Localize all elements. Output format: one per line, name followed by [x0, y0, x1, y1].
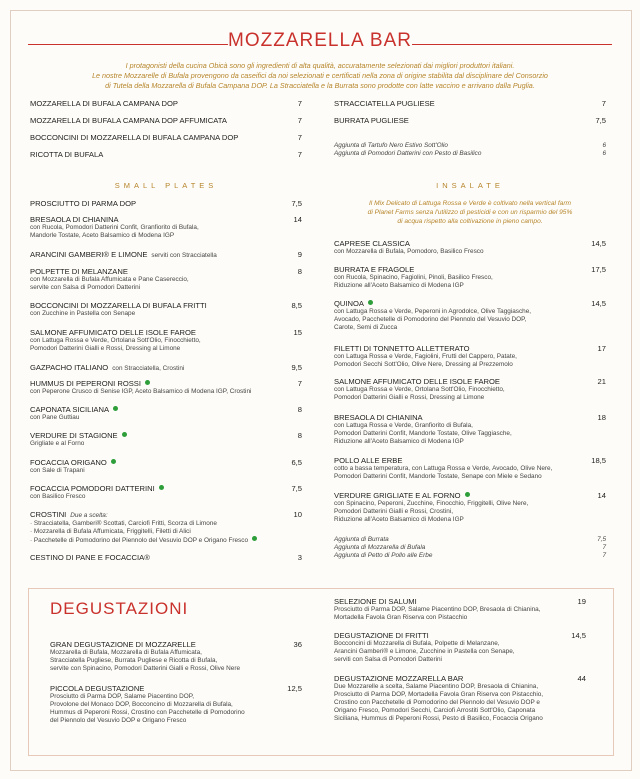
menu-item — [30, 510, 302, 545]
menu-item — [30, 458, 302, 475]
item-title — [30, 250, 217, 260]
item-description: Arancini Gamberi® e Limone, Zucchine in Pastella con Senape, — [334, 648, 515, 655]
addition — [334, 150, 606, 158]
item-description: Carote, Semi di Zucca — [334, 324, 398, 331]
menu-item — [30, 328, 302, 353]
item-title — [30, 458, 116, 467]
item-header — [50, 640, 302, 649]
item-description: servite con Salsa di Pomodori Datterini — [30, 284, 141, 291]
item-description: Prosciutto di Parma DOP, Mortadella Favola Gran Riserva con Pistacchio, — [334, 691, 544, 698]
item-description: servite con Spinacino, Pomodori Datterini Gialli e Rossi, Olive Nere — [50, 665, 241, 672]
addition-row — [334, 552, 606, 560]
item-header — [30, 250, 302, 260]
vegan-dot-icon — [122, 432, 127, 437]
item-description: cotto a bassa temperatura, con Lattuga Rossa e Verde, Avocado, Olive Nere, — [334, 465, 553, 472]
menu-item — [30, 250, 302, 260]
item-description: Grigliate e al Forno — [30, 440, 85, 447]
item-name: BRESAOLA DI CHIANINA — [30, 215, 119, 224]
item-description: Mandorle Tostate, Aceto Balsamico di Modena IGP — [30, 232, 175, 239]
addition-price: 7,5 — [597, 536, 606, 543]
item-price: 8 — [297, 267, 302, 276]
intro-line: I protagonisti della cucina Obicà sono gli ingredienti di alta qualità, accuratamente selezionati dai migliori produttori italiani. — [125, 61, 515, 70]
addition-text: Aggiunta di Mozzarella di Bufala — [334, 544, 426, 551]
item-price: 8 — [297, 405, 302, 414]
item-price: 15 — [293, 328, 302, 337]
menu-item — [30, 379, 302, 396]
item-description: serviti con Salsa di Pomodori Datterini — [334, 656, 442, 663]
insalate-intro-line: di Planet Farms senza l'utilizzo di pesticidi e con un risparmio del 95% — [367, 209, 573, 216]
addition-price: 6 — [602, 142, 606, 149]
item-header — [30, 484, 302, 493]
item-description: · Pacchetelle di Pomodorino del Piennolo del Vesuvio DOP e Origano Fresco — [30, 537, 248, 544]
item-name: CROSTINI — [30, 510, 67, 519]
item-header — [334, 456, 606, 465]
menu-item — [334, 456, 606, 481]
item-name: FOCACCIA POMODORI DATTERINI — [30, 484, 155, 493]
item-title — [334, 265, 414, 274]
item-header — [30, 553, 302, 562]
item-description: Riduzione all'Aceto Balsamico di Modena IGP — [334, 516, 464, 523]
menu-item — [334, 239, 606, 256]
vegan-dot-icon — [368, 300, 373, 305]
item-header — [334, 631, 586, 640]
item-price: 8 — [297, 431, 302, 440]
item-inline-note: Due a scelta: — [70, 512, 108, 519]
item-name: MOZZARELLA DI BUFALA CAMPANA DOP AFFUMICATA — [30, 116, 227, 125]
item-price: 7,5 — [291, 199, 302, 208]
item-name: PICCOLA DEGUSTAZIONE — [50, 684, 145, 693]
menu-item — [30, 363, 302, 373]
item-header — [30, 431, 302, 440]
item-title — [30, 405, 118, 414]
intro-text — [62, 61, 578, 91]
item-description: del Piennolo del Vesuvio DOP e Origano Fresco — [50, 717, 187, 724]
item-description: Pomodori Secchi Sott'Olio, Olive Nere, Dressing al Prezzemolo — [334, 361, 513, 368]
item-description: Mozzarella di Bufala, Mozzarella di Bufala Affumicata, — [50, 649, 202, 656]
menu-item — [30, 116, 302, 125]
vegan-dot-icon — [465, 492, 470, 497]
item-title — [50, 684, 144, 693]
menu-item — [30, 99, 302, 108]
item-description: Pomodori Datterini Gialli e Rossi, Dressing al Limone — [334, 394, 485, 401]
menu-item — [30, 150, 302, 159]
item-header — [334, 265, 606, 274]
item-name: SELEZIONE DI SALUMI — [334, 597, 417, 606]
item-price: 12,5 — [287, 684, 302, 693]
item-price: 14,5 — [591, 299, 606, 308]
menu-item — [30, 267, 302, 292]
item-price: 6,5 — [291, 458, 302, 467]
item-price: 8,5 — [291, 301, 302, 310]
item-name: DEGUSTAZIONE DI FRITTI — [334, 631, 429, 640]
item-description: con Rucola, Spinacino, Fagiolini, Pinoli, Basilico Fresco, — [334, 274, 493, 281]
intro-line: di Tutela della Mozzarella di Bufala Campana DOP. La Stracciatella e la Burrata sono prodotte con latte vaccino e arrivano dalla Puglia. — [105, 81, 535, 90]
addition-text: Aggiunta di Burrata — [334, 536, 389, 543]
item-name: DEGUSTAZIONE MOZZARELLA BAR — [334, 674, 464, 683]
item-price: 7,5 — [595, 116, 606, 125]
item-name: BRESAOLA DI CHIANINA — [334, 413, 423, 422]
item-description: con Pane Guttiau — [30, 414, 80, 421]
item-title — [334, 631, 429, 640]
item-price: 7 — [297, 99, 302, 108]
item-title — [30, 431, 127, 440]
item-name: BURRATA E FRAGOLE — [334, 265, 415, 274]
item-description: · Stracciatella, Gamberi® Scottati, Carciofi Fritti, Scorza di Limone — [30, 520, 217, 527]
item-header — [30, 458, 302, 467]
item-title — [30, 484, 164, 493]
addition — [334, 552, 606, 560]
item-description: con Lattuga Rossa e Verde, Ortolana Sott'Olio, Finocchietto, — [334, 386, 505, 393]
item-description: con Zucchine in Pastella con Senape — [30, 310, 136, 317]
menu-item — [30, 199, 302, 208]
item-title — [30, 379, 150, 388]
item-title — [30, 510, 108, 520]
item-description: con Mozzarella di Bufala, Pomodoro, Basilico Fresco — [334, 248, 484, 255]
item-name: CAPONATA SICILIANA — [30, 405, 110, 414]
item-description: Origano Fresco, Pomodori Secchi, Carciofi Arrostiti Sott'Olio, Caponata — [334, 707, 536, 714]
item-title — [334, 413, 423, 422]
menu-item — [334, 116, 606, 125]
item-header — [334, 413, 606, 422]
addition-row — [334, 544, 606, 552]
item-name: SALMONE AFFUMICATO DELLE ISOLE FAROE — [30, 328, 196, 337]
item-title — [334, 299, 373, 308]
menu-item — [334, 99, 606, 108]
item-name: CESTINO DI PANE E FOCACCIA® — [30, 553, 150, 562]
item-description: con Basilico Fresco — [30, 493, 86, 500]
menu-item — [334, 344, 606, 369]
item-description: con Rucola, Pomodori Datterini Confit, Granfiorito di Bufala, — [30, 224, 199, 231]
menu-item — [30, 431, 302, 448]
item-name: SALMONE AFFUMICATO DELLE ISOLE FAROE — [334, 377, 500, 386]
addition — [334, 544, 606, 552]
item-title — [334, 674, 463, 683]
item-price: 7 — [297, 116, 302, 125]
intro-line: Le nostre Mozzarelle di Bufala provengono da caseifici da noi selezionati e certificati nella zona di origine stabilita dal disciplinare del Consorzio — [92, 71, 548, 80]
item-name: BOCCONCINI DI MOZZARELLA DI BUFALA FRITTI — [30, 301, 207, 310]
item-description: Siciliana, Hummus di Peperoni Rossi, Pesto di Basilico, Focaccia Origano — [334, 715, 543, 722]
item-description: Riduzione all'Aceto Balsamico di Modena IGP — [334, 282, 464, 289]
item-description: con Spinacino, Peperoni, Zucchine, Finocchio, Friggitelli, Olive Nere, — [334, 500, 529, 507]
item-price: 21 — [597, 377, 606, 386]
menu-item — [50, 640, 302, 673]
addition-text: Aggiunta di Petto di Pollo alle Erbe — [334, 552, 433, 559]
item-name: MOZZARELLA DI BUFALA CAMPANA DOP — [30, 99, 178, 108]
item-description: Prosciutto di Parma DOP, Salame Piacentino DOP, — [50, 693, 194, 700]
item-description: Avocado, Pacchetelle di Pomodorino del Piennolo del Vesuvio DOP, — [334, 316, 527, 323]
item-name: RICOTTA DI BUFALA — [30, 150, 104, 159]
item-price: 44 — [577, 674, 586, 683]
item-header — [334, 377, 606, 386]
section-heading-small-plates: SMALL PLATES — [114, 181, 218, 190]
addition — [334, 536, 606, 544]
menu-item — [30, 301, 302, 318]
addition-price: 6 — [602, 150, 606, 157]
item-name: POLLO ALLE ERBE — [334, 456, 403, 465]
item-title — [50, 640, 196, 649]
item-price: 9 — [297, 250, 302, 259]
item-title — [30, 301, 207, 310]
item-description: Crostino con Pacchetelle di Pomodorino del Piennolo del Vesuvio DOP e — [334, 699, 540, 706]
item-title — [334, 239, 410, 248]
vegan-dot-icon — [113, 406, 118, 411]
vegan-dot-icon — [252, 536, 257, 541]
item-header — [50, 684, 302, 693]
item-name: BURRATA PUGLIESE — [334, 116, 409, 125]
item-description: Pomodori Datterini Confit, Mandorle Tostate, Senape con Miele e Sedano — [334, 473, 542, 480]
item-price: 17,5 — [591, 265, 606, 274]
item-title — [334, 456, 402, 465]
addition-price: 7 — [602, 544, 606, 551]
item-price: 10 — [293, 510, 302, 519]
item-name: GRAN DEGUSTAZIONE DI MOZZARELLE — [50, 640, 196, 649]
item-name: FILETTI DI TONNETTO ALLETTERATO — [334, 344, 470, 353]
item-title — [30, 363, 184, 373]
menu-item — [30, 405, 302, 422]
menu-item — [334, 377, 606, 402]
addition-text: Aggiunta di Pomodori Datterini con Pesto di Basilico — [334, 150, 482, 157]
menu-item — [30, 484, 302, 501]
insalate-intro-line: Il Mix Delicato di Lattuga Rossa e Verde è coltivato nella vertical farm — [368, 200, 572, 207]
item-description: Pomodori Datterini Confit, Mandorle Tostate, Olive Taggiasche, — [334, 430, 512, 437]
item-title — [30, 215, 119, 224]
item-header — [30, 363, 302, 373]
addition-price: 7 — [602, 552, 606, 559]
item-description: Stracciatella Pugliese, Burrata Pugliese e Ricotta di Bufala, — [50, 657, 218, 664]
item-price: 14,5 — [571, 631, 586, 640]
section-heading-insalate: INSALATE — [436, 181, 504, 190]
item-header — [334, 344, 606, 353]
item-description: con Peperone Crusco di Senise IGP, Aceto Balsamico di Modena IGP, Crostini — [30, 388, 252, 395]
item-name: GAZPACHO ITALIANO — [30, 363, 109, 372]
addition-row — [334, 536, 606, 544]
vegan-dot-icon — [111, 459, 116, 464]
item-name: FOCACCIA ORIGANO — [30, 458, 107, 467]
item-description: Mortadella Favola Gran Riserva con Pistacchio — [334, 614, 468, 621]
item-description: con Lattuga Rossa e Verde, Fagiolini, Frutti del Cappero, Patate, — [334, 353, 517, 360]
menu-item — [30, 215, 302, 240]
item-title — [30, 199, 136, 208]
item-inline-note: con Stracciatella, Crostini — [112, 365, 185, 372]
item-header — [30, 328, 302, 337]
item-price: 18 — [597, 413, 606, 422]
item-description-line — [30, 536, 302, 545]
item-price: 17 — [597, 344, 606, 353]
item-description: con Sale di Trapani — [30, 467, 85, 474]
menu-item — [334, 491, 606, 524]
item-price: 19 — [577, 597, 586, 606]
menu-item — [334, 631, 586, 664]
item-title — [30, 267, 128, 276]
item-header — [30, 199, 302, 208]
menu-item — [334, 265, 606, 290]
item-inline-note: serviti con Stracciatella — [151, 252, 217, 259]
item-header — [334, 597, 586, 606]
item-price: 14,5 — [591, 239, 606, 248]
item-name: PROSCIUTTO DI PARMA DOP — [30, 199, 137, 208]
page-title: MOZZARELLA BAR — [228, 30, 412, 51]
item-description: Pomodori Datterini Gialli e Rossi, Dressing al Limone — [30, 345, 181, 352]
menu-item — [50, 684, 302, 725]
menu-item — [334, 674, 586, 723]
item-header — [334, 239, 606, 248]
item-title — [334, 377, 500, 386]
menu-item — [30, 133, 302, 142]
item-name: STRACCIATELLA PUGLIESE — [334, 99, 435, 108]
item-name: ARANCINI GAMBERI® E LIMONE — [30, 250, 148, 259]
item-price: 18,5 — [591, 456, 606, 465]
addition-text: Aggiunta di Tartufo Nero Estivo Sott'Olio — [334, 142, 448, 149]
insalate-intro — [334, 199, 606, 226]
item-price: 36 — [293, 640, 302, 649]
item-description: con Lattuga Rossa e Verde, Peperoni in Agrodolce, Olive Taggiasche, — [334, 308, 532, 315]
item-header — [30, 267, 302, 276]
item-description: con Lattuga Rossa e Verde, Granfiorito di Bufala, — [334, 422, 473, 429]
vegan-dot-icon — [145, 380, 150, 385]
item-title — [334, 491, 470, 500]
menu-item — [30, 553, 302, 562]
item-description: Hummus di Peperoni Rossi, Crostino con Pacchetelle di Pomodorino — [50, 709, 245, 716]
item-name: VERDURE DI STAGIONE — [30, 431, 118, 440]
item-name: HUMMUS DI PEPERONI ROSSI — [30, 379, 141, 388]
item-price: 14 — [597, 491, 606, 500]
item-title — [30, 328, 196, 337]
degustazioni-title: DEGUSTAZIONI — [50, 599, 189, 618]
addition — [334, 142, 606, 150]
item-title — [30, 553, 150, 562]
item-header — [334, 491, 606, 500]
item-name: BOCCONCINI DI MOZZARELLA DI BUFALA CAMPANA DOP — [30, 133, 239, 142]
item-header — [334, 674, 586, 683]
item-header — [30, 405, 302, 414]
item-header — [30, 510, 302, 520]
item-name: QUINOA — [334, 299, 364, 308]
insalate-intro-line: di acqua rispetto alla coltivazione in pieno campo. — [397, 218, 543, 225]
item-price: 7 — [601, 99, 606, 108]
item-name: CAPRESE CLASSICA — [334, 239, 410, 248]
item-header — [30, 379, 302, 388]
item-description: con Mozzarella di Bufala Affumicata e Pane Casereccio, — [30, 276, 189, 283]
item-description: con Lattuga Rossa e Verde, Ortolana Sott'Olio, Finocchietto, — [30, 337, 201, 344]
item-price: 3 — [297, 553, 302, 562]
item-header — [30, 215, 302, 224]
menu-item — [334, 597, 586, 622]
item-header — [30, 301, 302, 310]
item-description: Bocconcini di Mozzarella di Bufala, Polpette di Melanzane, — [334, 640, 500, 647]
menu-item — [334, 299, 606, 332]
item-description: Prosciutto di Parma DOP, Salame Piacentino DOP, Bresaola di Chianina, — [334, 606, 541, 613]
item-name: VERDURE GRIGLIATE E AL FORNO — [334, 491, 461, 500]
item-description: Provolone del Monaco DOP, Bocconcino di Mozzarella di Bufala, — [50, 701, 233, 708]
item-description: · Mozzarella di Bufala Affumicata, Friggitelli, Filetti di Alici — [30, 528, 191, 535]
item-price: 7 — [297, 150, 302, 159]
item-price: 7,5 — [291, 484, 302, 493]
item-description: Pomodori Datterini Gialli e Rossi, Crostini, — [334, 508, 453, 515]
item-description: Riduzione all'Aceto Balsamico di Modena IGP — [334, 438, 464, 445]
item-price: 7 — [297, 379, 302, 388]
item-title — [334, 344, 470, 353]
item-price: 7 — [297, 133, 302, 142]
item-header — [334, 299, 606, 308]
menu-item — [334, 413, 606, 446]
item-title — [334, 597, 417, 606]
vegan-dot-icon — [159, 485, 164, 490]
item-name: POLPETTE DI MELANZANE — [30, 267, 128, 276]
item-price: 14 — [293, 215, 302, 224]
item-price: 9,5 — [291, 363, 302, 372]
item-description: Due Mozzarelle a scelta, Salame Piacentino DOP, Bresaola di Chianina, — [334, 683, 539, 690]
